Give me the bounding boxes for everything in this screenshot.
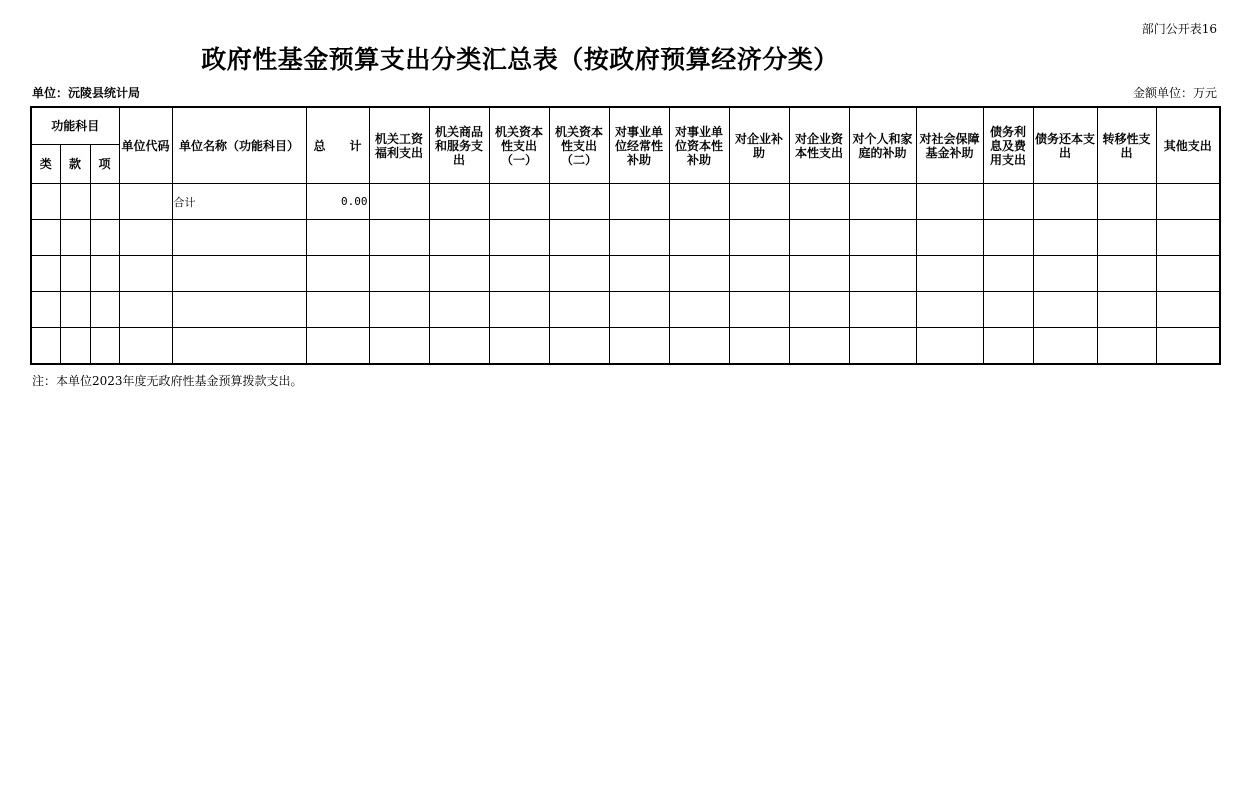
table-cell — [609, 328, 669, 365]
table-cell — [369, 256, 429, 292]
table-cell — [1033, 256, 1097, 292]
table-cell — [1033, 292, 1097, 328]
table-cell — [119, 292, 172, 328]
table-cell — [489, 220, 549, 256]
budget-table — [30, 106, 1221, 365]
table-cell — [983, 328, 1033, 365]
header-unit-code: 单位代码 — [119, 107, 172, 184]
unit-label: 单位：沅陵县统计局 — [32, 86, 141, 100]
table-cell — [60, 184, 90, 220]
table-cell — [60, 292, 90, 328]
table-cell — [609, 256, 669, 292]
table-cell — [609, 220, 669, 256]
header-col: 机关商品和服务支出 — [429, 107, 489, 184]
table-cell — [90, 184, 119, 220]
table-cell — [489, 256, 549, 292]
header-function-subject: 功能科目 — [31, 107, 119, 145]
footer-note: 注：本单位2023年度无政府性基金预算拨款支出。 — [32, 374, 303, 388]
table-cell — [789, 328, 849, 365]
table-cell: 0.00 — [306, 184, 369, 220]
header-col: 债务还本支出 — [1033, 107, 1097, 184]
table-cell — [849, 292, 916, 328]
table-cell — [789, 292, 849, 328]
header-col: 债务利息及费用支出 — [983, 107, 1033, 184]
table-cell — [983, 256, 1033, 292]
header-col: 其他支出 — [1156, 107, 1220, 184]
table-cell — [306, 328, 369, 365]
table-cell — [1097, 328, 1156, 365]
table-cell — [1156, 292, 1220, 328]
header-col: 机关工资福利支出 — [369, 107, 429, 184]
table-cell — [60, 220, 90, 256]
header-category: 类 — [31, 145, 60, 184]
header-col: 对企业资本性支出 — [789, 107, 849, 184]
table-cell — [789, 220, 849, 256]
table-cell — [916, 184, 983, 220]
table-cell — [172, 220, 306, 256]
table-cell — [1097, 256, 1156, 292]
table-cell — [489, 184, 549, 220]
table-cell — [916, 220, 983, 256]
table-cell — [31, 256, 60, 292]
table-cell — [31, 184, 60, 220]
table-row — [31, 256, 1220, 292]
table-cell — [849, 256, 916, 292]
table-cell — [669, 256, 729, 292]
table-cell — [489, 328, 549, 365]
table-cell — [119, 328, 172, 365]
table-cell — [789, 256, 849, 292]
table-cell — [983, 292, 1033, 328]
table-cell — [669, 292, 729, 328]
table-cell — [609, 292, 669, 328]
table-cell — [549, 184, 609, 220]
table-cell — [729, 220, 789, 256]
table-cell — [669, 220, 729, 256]
table-cell — [172, 292, 306, 328]
table-cell — [1156, 256, 1220, 292]
table-cell — [789, 184, 849, 220]
header-col: 对事业单位经常性补助 — [609, 107, 669, 184]
header-col: 机关资本性支出（二） — [549, 107, 609, 184]
table-cell — [429, 292, 489, 328]
table-cell — [1097, 292, 1156, 328]
table-cell — [1033, 328, 1097, 365]
table-cell — [609, 184, 669, 220]
table-cell: 合计 — [172, 184, 306, 220]
table-cell — [60, 256, 90, 292]
table-cell — [369, 220, 429, 256]
table-cell — [90, 220, 119, 256]
table-body — [31, 184, 1220, 365]
page-title: 政府性基金预算支出分类汇总表（按政府预算经济分类） — [201, 45, 839, 74]
header-col: 对事业单位资本性补助 — [669, 107, 729, 184]
table-cell — [549, 220, 609, 256]
table-cell — [669, 328, 729, 365]
table-cell — [90, 292, 119, 328]
table-cell — [916, 328, 983, 365]
table-cell — [489, 292, 549, 328]
table-cell — [1097, 184, 1156, 220]
table-cell — [729, 256, 789, 292]
table-cell — [172, 328, 306, 365]
table-cell — [369, 292, 429, 328]
table-cell — [983, 220, 1033, 256]
table-cell — [119, 184, 172, 220]
table-cell — [306, 220, 369, 256]
header-col: 转移性支出 — [1097, 107, 1156, 184]
table-row — [31, 220, 1220, 256]
table-cell — [90, 328, 119, 365]
table-cell — [31, 328, 60, 365]
table-cell — [916, 256, 983, 292]
header-total: 总 计 — [306, 107, 369, 184]
table-cell — [549, 292, 609, 328]
header-col: 对社会保障基金补助 — [916, 107, 983, 184]
header-col: 对企业补助 — [729, 107, 789, 184]
table-cell — [849, 220, 916, 256]
header-col: 对个人和家庭的补助 — [849, 107, 916, 184]
table-cell — [849, 184, 916, 220]
table-cell — [429, 328, 489, 365]
table-cell — [429, 220, 489, 256]
table-cell — [119, 220, 172, 256]
document-number: 部门公开表16 — [1141, 22, 1217, 36]
header-item: 项 — [90, 145, 119, 184]
table-cell — [1033, 220, 1097, 256]
table-cell — [669, 184, 729, 220]
table-cell — [1156, 184, 1220, 220]
table-cell — [916, 292, 983, 328]
table-cell — [60, 328, 90, 365]
table-cell — [31, 220, 60, 256]
table-cell — [849, 328, 916, 365]
table-cell — [1097, 220, 1156, 256]
table-cell — [369, 328, 429, 365]
table-cell — [90, 256, 119, 292]
table-cell — [369, 184, 429, 220]
table-cell — [31, 292, 60, 328]
table-cell — [1156, 220, 1220, 256]
table-cell — [429, 184, 489, 220]
table-row — [31, 292, 1220, 328]
table-cell — [729, 184, 789, 220]
table-row — [31, 328, 1220, 365]
table-cell — [1156, 328, 1220, 365]
table-cell — [549, 256, 609, 292]
table-cell — [306, 292, 369, 328]
table-cell — [549, 328, 609, 365]
table-cell — [119, 256, 172, 292]
table-cell — [172, 256, 306, 292]
header-section: 款 — [60, 145, 90, 184]
amount-unit-label: 金额单位：万元 — [1132, 86, 1217, 100]
table-cell — [1033, 184, 1097, 220]
table-cell — [729, 292, 789, 328]
table-cell — [983, 184, 1033, 220]
header-col: 机关资本性支出（一） — [489, 107, 549, 184]
header-unit-name: 单位名称（功能科目） — [172, 107, 306, 184]
table-cell — [306, 256, 369, 292]
table-cell — [429, 256, 489, 292]
table-cell — [729, 328, 789, 365]
table-row — [31, 184, 1220, 220]
